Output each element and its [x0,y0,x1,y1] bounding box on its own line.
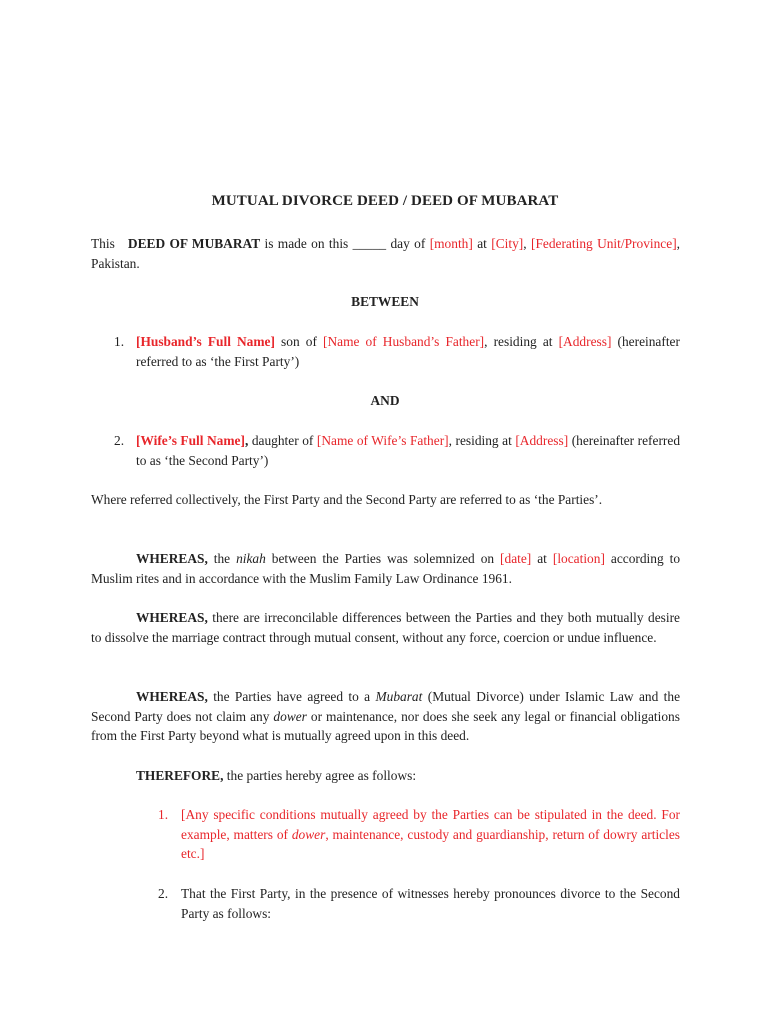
clause-2-number: 2. [158,886,169,901]
clause-1-part2: , maintenance, custody and guardianship, return of dowry articles etc.] [181,826,680,861]
whereas-3-part3: or maintenance, nor does she seek any legal or financial obligations from the First Party beyond what is mutually agreed upon in this deed. [91,708,680,743]
intro-at: at [477,236,487,251]
whereas-1-solemnized: between the Parties was solemnized on [271,551,495,566]
clause-1-text [181,805,680,864]
whereas-1-rest: according to Muslim rites and in accordance with the Muslim Family Law Ordinance 1961. [91,551,681,586]
and-heading: AND [370,393,400,408]
therefore-clause [136,766,680,786]
clause-2-text: That the First Party, in the presence of witnesses hereby pronounces divorce to the Second Party as follows: [181,886,680,921]
wife-address-placeholder: [Address] [515,433,569,448]
intro-pakistan: , Pakistan. [91,236,681,271]
whereas-2-label: WHEREAS, [136,610,208,625]
husband-name-placeholder: [Husband’s Full Name] [136,334,275,349]
city-placeholder: [City] [491,236,524,251]
agreement-clause-2 [158,884,680,923]
party-2-comma: , [244,433,249,448]
whereas-clause-3 [91,687,680,746]
whereas-1-label: WHEREAS, [136,551,208,566]
party-2-daughter-of: daughter of [251,433,314,448]
therefore-label: THEREFORE, [136,768,224,783]
party-2-text [136,431,680,470]
wife-name-placeholder: [Wife’s Full Name] [136,433,245,448]
party-2 [114,431,680,470]
party-1-son-of: son of [281,334,317,349]
therefore-text: the parties hereby agree as follows: [226,768,417,783]
whereas-3-part2: (Mutual Divorce) under Islamic Law and the Second Party does not claim any [91,689,681,724]
whereas-1-the: the [213,551,231,566]
clause-1-part1: [Any specific conditions mutually agreed by the Parties can be stipulated in the deed. For example, matters of [181,807,680,842]
intro-comma: , [523,236,527,251]
agreement-clause-1 [158,805,680,864]
party-1 [114,332,680,371]
party-1-text [136,332,680,371]
whereas-1-at: at [537,551,547,566]
nikah-term: nikah [236,551,266,566]
collective-reference: Where referred collectively, the First Party and the Second Party are referred to as ‘the Parties’. [91,492,603,507]
party-2-number: 2. [114,433,125,448]
month-placeholder: [month] [429,236,473,251]
intro-this: This [91,236,115,251]
clause-1-number: 1. [158,807,169,822]
deed-title: MUTUAL DIVORCE DEED / DEED OF MUBARAT [211,193,559,209]
whereas-clause-1 [91,549,680,588]
party-1-residing: , residing at [484,334,553,349]
party-1-referred: (hereinafter referred to as ‘the First Party’) [136,334,680,369]
date-placeholder: [date] [500,551,532,566]
intro-paragraph [91,234,680,273]
party-1-number: 1. [114,334,125,349]
party-2-residing: , residing at [448,433,512,448]
location-placeholder: [location] [552,551,605,566]
intro-made-on: is made on this _____ day of [264,236,426,251]
party-2-referred: (hereinafter referred to as ‘the Second Party’) [136,433,681,468]
husband-father-placeholder: [Name of Husband’s Father] [323,334,485,349]
dower-term: dower [273,708,307,724]
whereas-3-label: WHEREAS, [136,689,208,704]
mubarat-term: Mubarat [375,689,423,704]
province-placeholder: [Federating Unit/Province] [530,236,677,251]
whereas-clause-2 [91,608,680,647]
whereas-3-part1: the Parties have agreed to a [213,689,371,704]
wife-father-placeholder: [Name of Wife’s Father] [316,433,449,448]
clause-1-dower-term: dower [291,826,326,842]
between-heading: BETWEEN [351,294,419,309]
husband-address-placeholder: [Address] [558,334,612,349]
whereas-2-text: there are irreconcilable differences between the Parties and they both mutually desire to dissolve the marriage contract through mutual consent, without any force, coercion or undue influence. [91,610,680,645]
intro-deed-name: DEED OF MUBARAT [127,236,261,251]
